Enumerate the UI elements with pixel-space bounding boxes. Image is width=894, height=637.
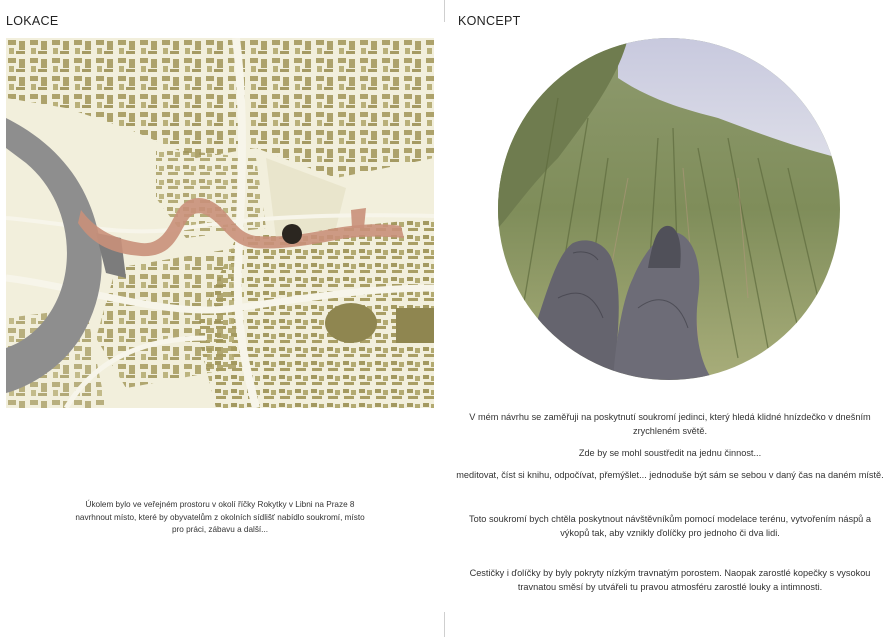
concept-paragraph: Zde by se mohl soustředit na jednu činnost... <box>578 448 762 458</box>
concept-paragraph: V mém návrhu se zaměřuji na poskytnutí soukromí jedinci, který hledá klidné hnízdečko v dnešním zrychleném světě. <box>469 412 871 436</box>
page-divider-bottom <box>444 612 445 637</box>
concept-paragraph: meditovat, číst si knihu, odpočívat, přemýšlet... jednoduše být sám se sebou v daný čas na daném místě. <box>456 470 884 480</box>
concept-text <box>455 410 885 594</box>
koncept-heading: KONCEPT <box>458 14 521 28</box>
lokace-heading: LOKACE <box>6 14 59 28</box>
concept-illustration <box>498 38 840 380</box>
location-map <box>6 38 434 408</box>
location-description: Úkolem bylo ve veřejném prostoru v okolí říčky Rokytky v Libni na Praze 8 navrhnout místo, které by obyvatelům z okolních sídlišť nabídlo soukromí, místo pro práci, zábavu a další... <box>75 500 365 534</box>
concept-paragraph: Toto soukromí bych chtěla poskytnout návštěvníkům pomocí modelace terénu, vytvořením náspů a výkopů tak, aby vznikly ďolíčky pro jednoho či dva lidi. <box>469 514 871 538</box>
page-divider-top <box>444 0 445 22</box>
concept-paragraph: Cestičky i ďolíčky by byly pokryty nízkým travnatým porostem. Naopak zarostlé kopečky s vysokou travnatou směsí by utvářeli tu pravou atmosféru zarostlé louky a intimnosti. <box>469 568 871 592</box>
